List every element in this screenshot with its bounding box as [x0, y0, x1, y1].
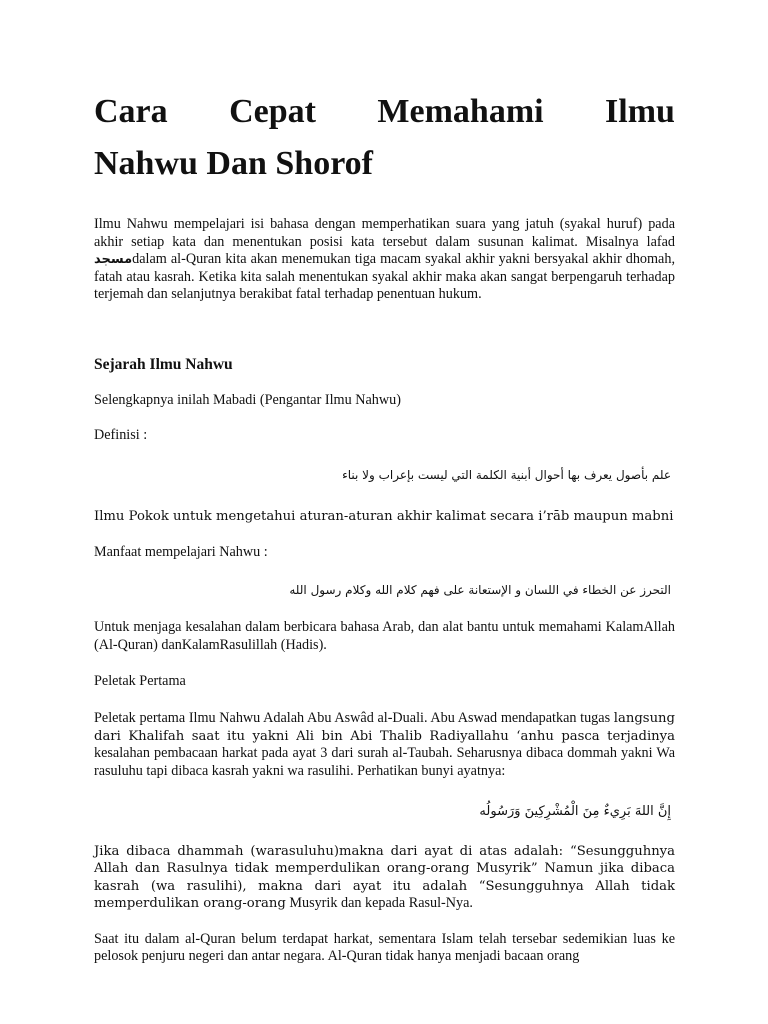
title-word: Cara — [94, 93, 168, 130]
document-page — [94, 86, 675, 966]
dhammah-text-2: Musyrik dan kepada Rasul-Nya. — [285, 895, 473, 912]
verse-arabic: إِنَّ اللهَ بَرِيءٌ مِنَ الْمُشْرِكِينَ وَرَسُولُه — [479, 803, 671, 819]
title-line-2: Nahwu Dan Shorof — [94, 145, 374, 182]
manfaat-label: Manfaat mempelajari Nahwu : — [94, 543, 268, 560]
peletak-text-3: kesalahan pembacaan harkat pada ayat 3 dari surah al-Taubah. Seharusnya dibaca dommah yakni Wa rasuluhu tapi dibaca kasrah yakni wa rasulihi. Perhatikan bunyi ayatnya: — [94, 745, 675, 779]
dhammah-paragraph — [94, 843, 675, 913]
dhammah-text-1: Jika dibaca dhammah (warasuluhu)makna dari ayat di atas adalah: “Sesungguhnya Allah dan Rasulnya tidak memperdulikan orang-orang Musyrik” Namun jika dibaca kasrah (wa rasulihi), makna dari ayat itu adalah “Sesungguhnya Allah tidak memperdulikan orang-orang — [94, 843, 675, 912]
mabadi-intro: Selengkapnya inilah Mabadi (Pengantar Ilmu Nahwu) — [94, 391, 401, 408]
title-word: Memahami — [377, 93, 544, 130]
definisi-translation: Ilmu Pokok untuk mengetahui aturan-aturan akhir kalimat secara i’rāb maupun mabni — [94, 509, 674, 525]
harkat-paragraph: Saat itu dalam al-Quran belum terdapat harkat, sementara Islam telah tersebar sedemikian luas ke pelosok penjuru negeri dan antar negara. Al-Quran tidak hanya menjadi bacaan orang — [94, 930, 675, 965]
definisi-arabic: علم بأصول يعرف بها أحوال أبنية الكلمة التي ليست بإعراب ولا بناء — [342, 468, 671, 483]
section-heading: Sejarah Ilmu Nahwu — [94, 355, 233, 373]
intro-text-end: dalam al-Quran kita akan menemukan tiga macam syakal akhir yakni bersyakal akhir dhomah, fatah atau kasrah. Ketika kita salah menentukan syakal akhir maka akan sangat berpengaruh terhadap terjemah dan selanjutnya berakibat fatal terhadap penentuan hukum. — [94, 251, 675, 303]
peletak-label: Peletak Pertama — [94, 672, 186, 689]
intro-paragraph — [94, 216, 675, 304]
peletak-text-1: Peletak pertama Ilmu Nahwu Adalah Abu Aswâd al-Duali. Abu Aswad mendapatkan tugas — [94, 710, 614, 727]
manfaat-arabic: التحرز عن الخطاء في اللسان و الإستعانة على فهم كلام الله وكلام رسول الله — [289, 583, 671, 598]
page-title — [94, 86, 675, 190]
definisi-label: Definisi : — [94, 426, 148, 443]
title-line-1 — [94, 86, 675, 138]
arabic-word-masjid: مسجد — [94, 252, 133, 268]
title-word: Ilmu — [605, 93, 675, 130]
manfaat-translation: Untuk menjaga kesalahan dalam berbicara bahasa Arab, dan alat bantu untuk memahami KalamAllah (Al-Quran) danKalamRasulillah (Hadis). — [94, 619, 675, 653]
intro-text-start: Ilmu Nahwu mempelajari isi bahasa dengan memperhatikan suara yang jatuh (syakal huruf) pada akhir setiap kata dan menentukan posisi kata tersebut dalam susunan kalimat. Misalnya lafad — [94, 216, 675, 250]
title-word: Cepat — [229, 93, 316, 130]
peletak-paragraph — [94, 710, 675, 780]
peletak-text-2: langsung dari Khalifah saat itu yakni Ali bin Abi Thalib Radiyallahu ‘anhu pasca terjadinya — [94, 711, 675, 744]
